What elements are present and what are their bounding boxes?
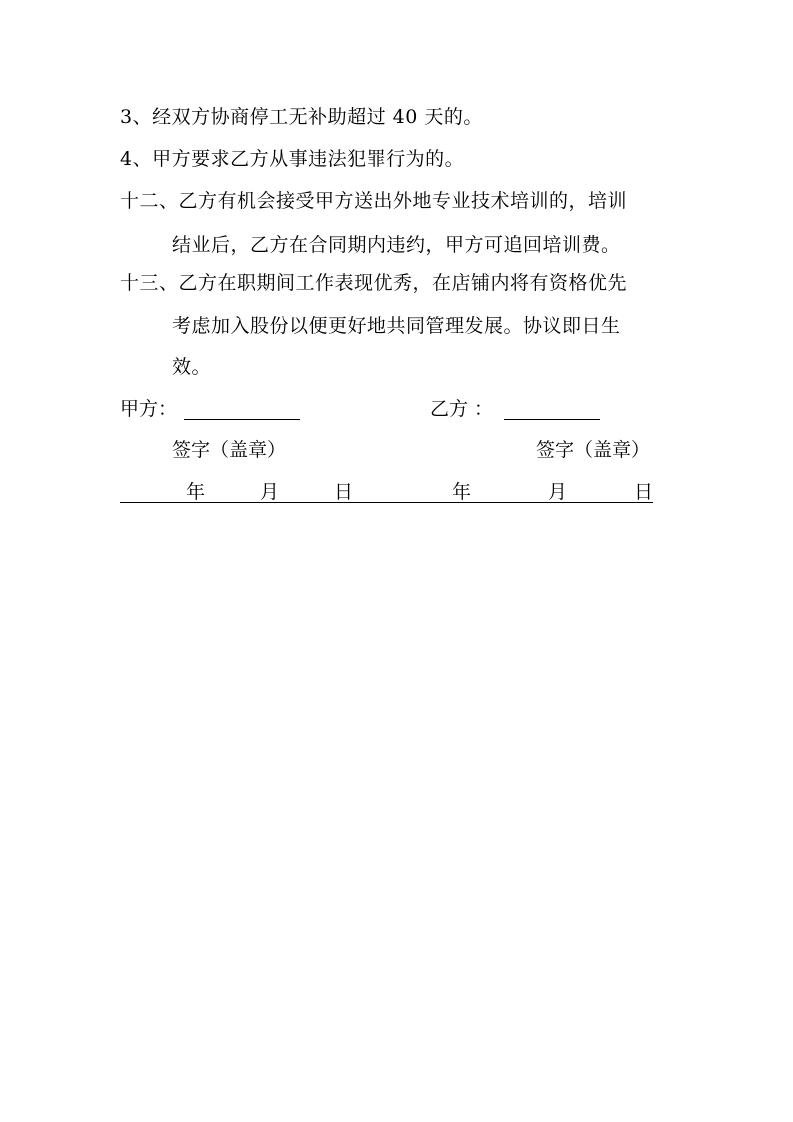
party-a-day: 日 (334, 481, 354, 503)
clause-13-line-2: 考虑加入股份以便更好地共同管理发展。协议即日生 (172, 315, 621, 337)
clause-12-text-1: 十二、乙方有机会接受甲方送出外地专业技术培训的，培训 (120, 190, 628, 212)
party-a-sign-stamp-label: 签字（盖章） (172, 439, 287, 461)
party-b-day: 日 (634, 481, 654, 503)
party-a-month: 月 (260, 481, 280, 503)
party-b-label: 乙方 ： (430, 398, 494, 420)
party-b-signature-line (504, 419, 600, 420)
party-b-month: 月 (548, 481, 568, 503)
item-3: 3、经双方协商停工无补助超过 40 天的。 (120, 106, 483, 128)
date-underline (120, 502, 653, 503)
item-4: 4、甲方要求乙方从事违法犯罪行为的。 (120, 148, 465, 170)
party-a-label: 甲方： (120, 398, 178, 420)
party-a-year: 年 (186, 481, 206, 503)
clause-12-line-1 (120, 189, 672, 213)
party-a-signature-line (184, 419, 300, 420)
clause-13-line-1: 十三、乙方在职期间工作表现优秀，在店铺内将有资格优先 (120, 272, 628, 294)
party-b-sign-stamp-label: 签字（盖章） (536, 439, 651, 461)
party-b-year: 年 (452, 481, 472, 503)
clause-13-line-3: 效。 (172, 356, 212, 378)
clause-12-line-2: 结业后，乙方在合同期内违约，甲方可追回培训费。 (172, 234, 621, 256)
